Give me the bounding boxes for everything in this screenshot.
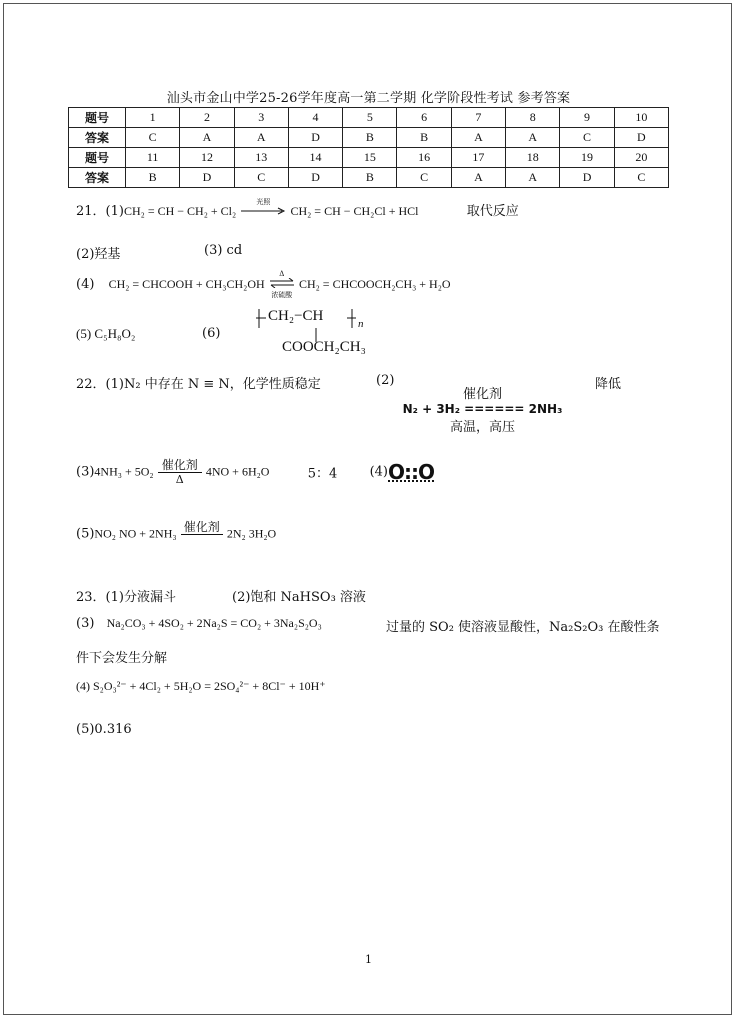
page-title: 汕头市金山中学25-26学年度高一第二学期 化学阶段性考试 参考答案 [166,91,571,106]
q21-equation-left: CH₂ = CH − CH₂ + Cl₂ [123,204,237,218]
question-number: 5 [343,108,397,128]
q23-part3: (3) Na₂CO₃ + 4SO₂ + 2Na₂S = CO₂ + 3Na₂S₂O₃ [76,616,322,631]
question-number: 19 [560,148,614,168]
table-row [69,148,669,168]
q22-p1-text: N₂ 中存在 N ≡ N，化学性质稳定 [123,377,321,392]
q22-synthesis-equation [400,383,565,435]
answer-table [68,107,669,188]
catalyst-arrow: 催化剂 [181,521,223,547]
question-number: 15 [343,148,397,168]
question-number: 4 [288,108,342,128]
q21-p4-right: CH₂ = CHCOOCH₂CH₃ + H₂O [298,277,451,291]
q23-p3-equation: Na₂CO₃ + 4SO₂ + 2Na₂S = CO₂ + 3Na₂S₂O₃ [106,616,322,630]
answer-cell: C [397,168,451,188]
table-row [69,168,669,188]
q23-p3-explanation: 过量的 SO₂ 使溶液显酸性，Na₂S₂O₃ 在酸性条 [386,620,660,635]
question-number: 11 [126,148,180,168]
q23-part1: 23．(1)分液漏斗 [76,590,176,605]
question-number: 14 [288,148,342,168]
synthesis-equation: N₂ + 3H₂ ====== 2NH₃ [402,402,563,416]
answer-cell: C [234,168,288,188]
reaction-arrow [240,198,286,219]
q22-p3-right: 4NO + 6H₂O [205,464,270,479]
answer-cell: C [560,128,614,148]
table-row [69,128,669,148]
equilibrium-icon [269,278,295,288]
answer-cell: A [506,128,560,148]
q22-p5-left: NO₂ NO + 2NH₃ [94,526,177,541]
answer-cell: A [234,128,288,148]
answer-cell: B [126,168,180,188]
answer-cell: B [343,168,397,188]
q21-part2: (2)羟基 [76,247,121,262]
q23-part2: (2)饱和 NaHSO₃ 溶液 [232,590,366,605]
answer-cell: D [180,168,234,188]
q21-part3: (3) cd [204,243,243,258]
question-header: 题号 [69,148,126,168]
equilibrium-arrow [269,270,295,299]
reaction-condition: 光照 [256,198,271,206]
q23-p3-continuation: 件下会发生分解 [76,651,168,666]
arrow-icon [240,207,286,215]
q22-p3-ratio: 5：4 [307,466,338,482]
answer-cell: A [180,128,234,148]
q21-equation-right: CH₂ = CH − CH₂Cl + HCl [290,204,419,218]
oxygen-lewis-structure: O::O [388,460,434,484]
question-number: 9 [560,108,614,128]
q22-part1: 22．(1)N₂ 中存在 N ≡ N，化学性质稳定 [76,377,321,392]
answer-cell: B [397,128,451,148]
question-number: 7 [451,108,505,128]
page-number: 1 [365,953,372,966]
answer-cell: D [614,128,668,148]
answer-cell: A [451,168,505,188]
q22-part2-answer: 降低 [595,377,622,392]
question-number: 3 [234,108,288,128]
catalyst-arrow: 催化剂 Δ [158,459,202,485]
q21-part4: (4) CH₂ = CHCOOH + CH₃CH₂OH Δ 浓硫酸 CH₂ = CHCOOCH₂CH₃ + H₂O [76,270,451,299]
table-row [69,108,669,128]
answer-cell: A [506,168,560,188]
question-number: 8 [506,108,560,128]
q23-part5: (5)0.316 [76,722,132,737]
question-number: 16 [397,148,451,168]
q22-p5-right: 2N₂ 3H₂O [226,526,277,541]
polymer-branch: COOCH₂CH₃ [282,339,366,355]
answer-cell: C [614,168,668,188]
answer-cell: D [560,168,614,188]
answer-cell: A [451,128,505,148]
q22-part2-label: (2) [376,373,395,388]
question-number: 17 [451,148,505,168]
question-number: 12 [180,148,234,168]
synthesis-condition: 高温，高压 [449,420,515,435]
reaction-condition: Δ [279,270,285,278]
answer-header: 答案 [69,168,126,188]
question-number: 1 [126,108,180,128]
question-number: 2 [180,108,234,128]
q22-p3-left: 4NH₃ + 5O₂ [94,464,154,479]
q21-p4-left: CH₂ = CHCOOH + CH₃CH₂OH [108,277,265,291]
question-number: 20 [614,148,668,168]
question-number: 18 [506,148,560,168]
answer-header: 答案 [69,128,126,148]
q21-part1: 21．(1)CH₂ = CH − CH₂ + Cl₂ 光照 CH₂ = CH − CH₂Cl + HCl 取代反应 [76,198,519,219]
q22-part3: (3)4NH₃ + 5O₂ 催化剂 Δ 4NO + 6H₂O 5：4 (4)O::O [76,458,434,486]
answer-cell: D [288,128,342,148]
question-number: 6 [397,108,451,128]
question-number: 10 [614,108,668,128]
question-number: 13 [234,148,288,168]
q22-part5: (5)NO₂ NO + 2NH₃ 催化剂 2N₂ 3H₂O [76,521,276,547]
catalyst-label: 催化剂 [462,387,502,402]
q23-part4: (4) S₂O₃²⁻ + 4Cl₂ + 5H₂O = 2SO₄²⁻ + 8Cl⁻ + 10H⁺ [76,679,326,693]
q21-part6-label: (6) [202,326,221,341]
reaction-condition: 浓硫酸 [271,291,293,299]
q21-reaction-type: 取代反应 [466,204,519,219]
question-header: 题号 [69,108,126,128]
answer-cell: D [288,168,342,188]
q21-part5: (5) C₅H₈O₂ [76,326,136,341]
answer-cell: C [126,128,180,148]
polymer-repeat-n: n [358,318,364,330]
answer-cell: B [343,128,397,148]
polymer-chain: CH₂−CH [268,308,324,324]
